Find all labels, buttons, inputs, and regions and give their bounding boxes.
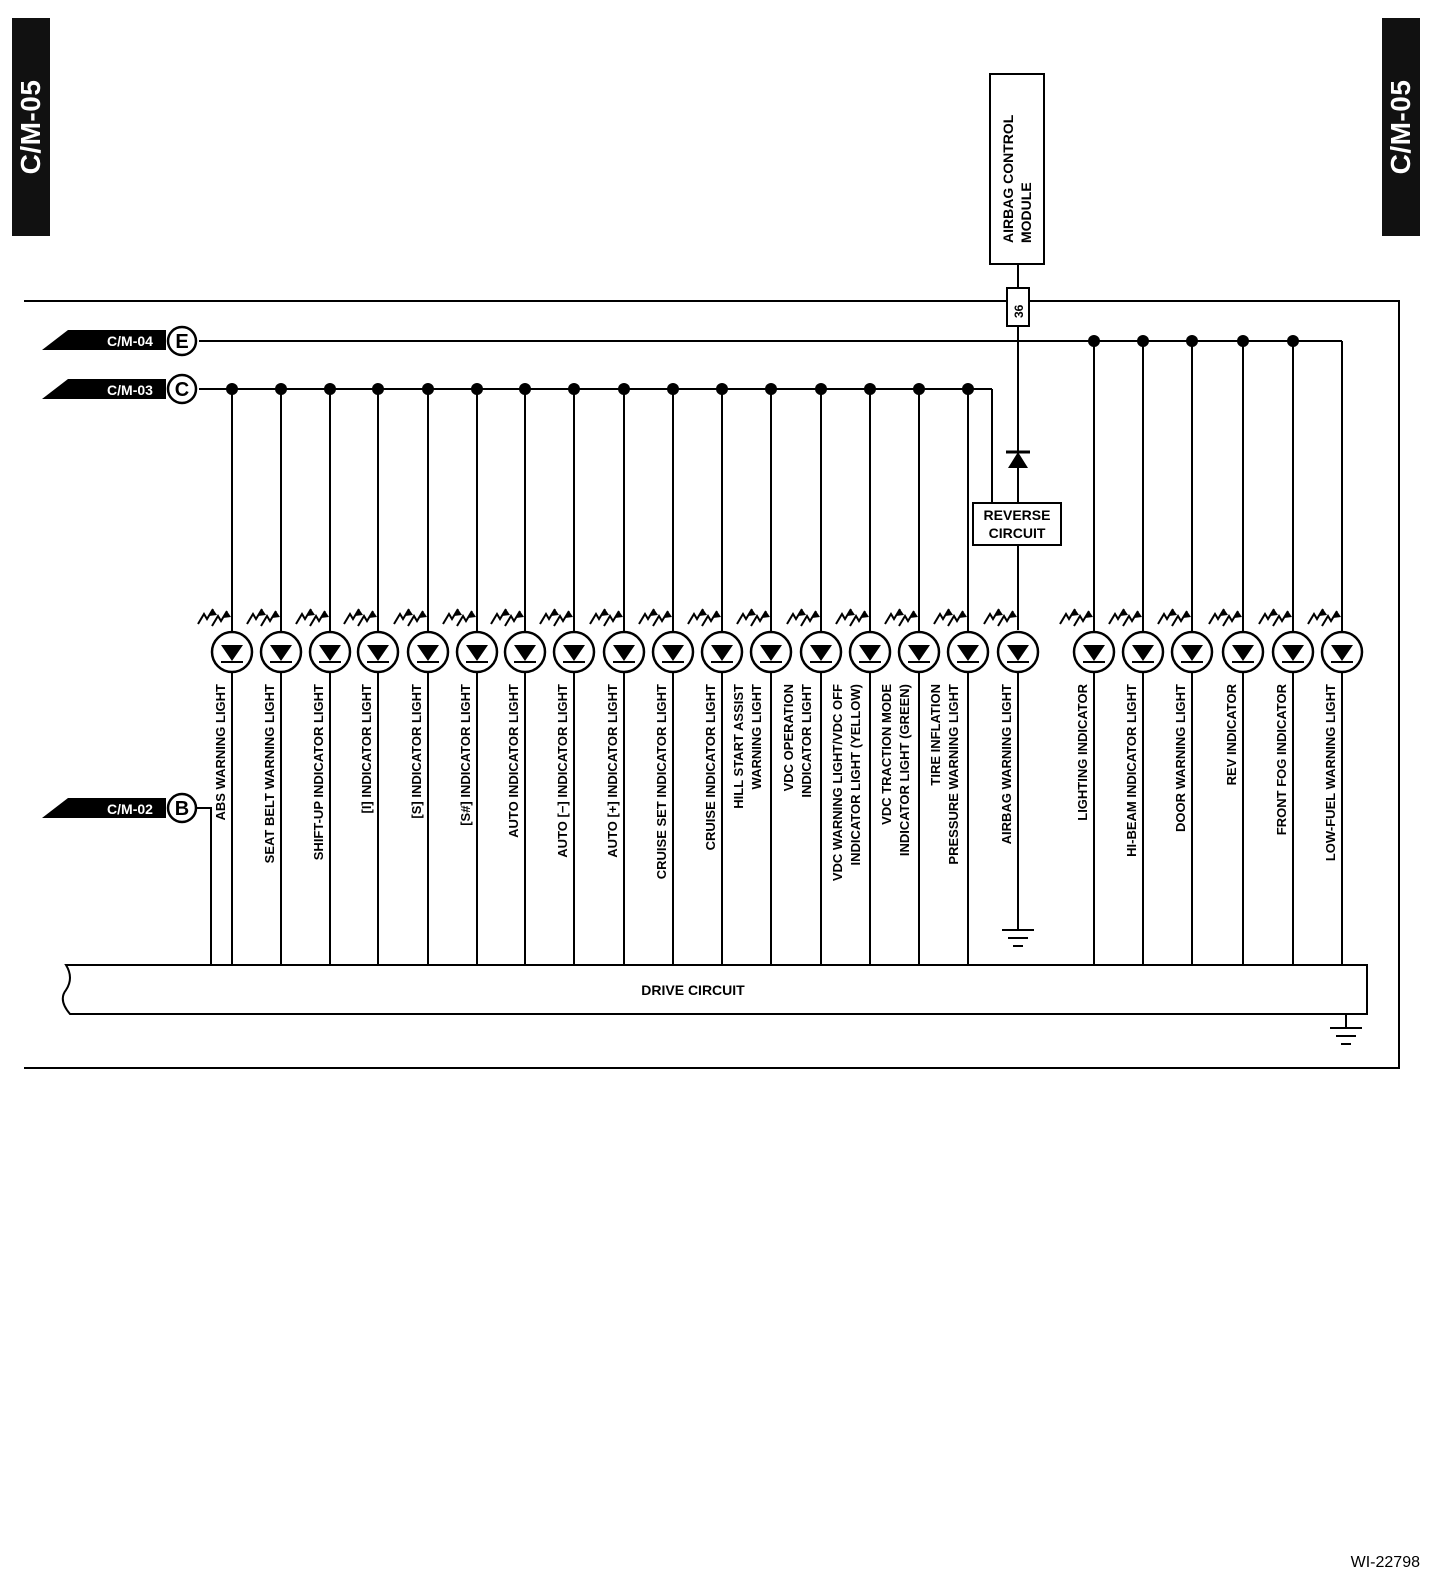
lamp-7-label-line-1: AUTO INDICATOR LIGHT: [506, 684, 521, 838]
connector-e-letter: E: [175, 331, 189, 353]
lamp-18-label-line-1: LIGHTING INDICATOR: [1075, 684, 1090, 821]
figure-id: WI-22798: [1350, 1554, 1420, 1571]
lamp-16-emission-icon: [934, 609, 949, 624]
lamp-5-junction-dot: [422, 383, 434, 395]
connector-b-letter: B: [174, 798, 190, 820]
lamp-11-emission-icon: [688, 609, 703, 624]
lamp-2-junction-dot: [275, 383, 287, 395]
lamp-1-emission-icon: [198, 609, 213, 624]
lamp-15-label-line-1: VDC TRACTION MODE: [879, 684, 894, 825]
lamp-3-emission-icon: [296, 609, 311, 624]
reverse-circuit-label-1: REVERSE: [983, 507, 1051, 523]
lamp-9-junction-dot: [618, 383, 630, 395]
pin-number: 36: [1012, 304, 1026, 318]
lamp-20-label-line-1: DOOR WARNING LIGHT: [1173, 684, 1188, 833]
connector-b-wire: [196, 808, 211, 965]
lamp-2-emission-icon: [247, 609, 262, 624]
lamp-16-label-line-2: PRESSURE WARNING LIGHT: [946, 684, 961, 865]
lamp-12-junction-dot: [765, 383, 777, 395]
lamp-6-junction-dot: [471, 383, 483, 395]
connector-b-ref: C/M-02: [107, 801, 153, 817]
airbag-control-module: [990, 74, 1044, 264]
ground-airbag-icon: [1002, 900, 1034, 946]
lamp-10-emission-icon: [639, 609, 654, 624]
lamp-8-emission-icon: [540, 609, 555, 624]
lamp-23-label-line-1: LOW-FUEL WARNING LIGHT: [1323, 684, 1338, 862]
lamp-13-emission-icon: [787, 609, 802, 624]
lamp-3-junction-dot: [324, 383, 336, 395]
lamp-16-junction-dot: [962, 383, 974, 395]
lamp-19-emission-icon: [1109, 609, 1124, 624]
drive-circuit-label: DRIVE CIRCUIT: [641, 982, 745, 998]
lamp-6-emission-icon: [443, 609, 458, 624]
lamp-1-label-line-1: ABS WARNING LIGHT: [213, 684, 228, 821]
lamp-9-emission-icon: [590, 609, 605, 624]
lamp-17-label-line-1: AIRBAG WARNING LIGHT: [999, 684, 1014, 845]
lamp-14-label-line-2: INDICATOR LIGHT (YELLOW): [848, 684, 863, 866]
lamp-22-emission-icon: [1259, 609, 1274, 624]
lamp-18-emission-icon: [1060, 609, 1075, 624]
lamp-21-junction-dot: [1237, 335, 1249, 347]
ground-drive-icon: [1330, 1014, 1362, 1044]
lamp-14-junction-dot: [864, 383, 876, 395]
diode-icon: [1008, 452, 1028, 468]
lamp-5-emission-icon: [394, 609, 409, 624]
lamp-8-label-line-1: AUTO [−] INDICATOR LIGHT: [555, 684, 570, 858]
lamp-20-emission-icon: [1158, 609, 1173, 624]
reverse-circuit-label-2: CIRCUIT: [988, 525, 1046, 541]
lamp-15-emission-icon: [885, 609, 900, 624]
lamp-22-junction-dot: [1287, 335, 1299, 347]
lamp-23-emission-icon: [1308, 609, 1323, 624]
lamp-11-junction-dot: [716, 383, 728, 395]
lamp-22-label-line-1: FRONT FOG INDICATOR: [1274, 684, 1289, 836]
indicator-lamps: [198, 335, 1362, 965]
lamp-11-label-line-1: CRUISE INDICATOR LIGHT: [703, 684, 718, 851]
lamp-7-emission-icon: [491, 609, 506, 624]
lamp-13-label-line-1: VDC OPERATION: [781, 684, 796, 792]
airbag-module-label-1: AIRBAG CONTROL: [1000, 114, 1016, 243]
lamp-10-junction-dot: [667, 383, 679, 395]
lamp-14-label-line-1: VDC WARNING LIGHT/VDC OFF: [830, 684, 845, 882]
lamp-4-junction-dot: [372, 383, 384, 395]
airbag-module-label-2: MODULE: [1018, 182, 1034, 243]
connector-c-ref: C/M-03: [107, 382, 153, 398]
lamp-10-label-line-1: CRUISE SET INDICATOR LIGHT: [654, 684, 669, 880]
lamp-12-emission-icon: [737, 609, 752, 624]
lamp-8-junction-dot: [568, 383, 580, 395]
lamp-3-label-line-1: SHIFT-UP INDICATOR LIGHT: [311, 684, 326, 861]
lamp-15-label-line-2: INDICATOR LIGHT (GREEN): [897, 684, 912, 857]
lamp-4-emission-icon: [344, 609, 359, 624]
lamp-19-junction-dot: [1137, 335, 1149, 347]
page-tag-right: C/M-05: [1382, 18, 1420, 236]
lamp-18-junction-dot: [1088, 335, 1100, 347]
lamp-12-label-line-2: WARNING LIGHT: [749, 684, 764, 790]
connector-e-ref: C/M-04: [107, 333, 153, 349]
lamp-2-label-line-1: SEAT BELT WARNING LIGHT: [262, 684, 277, 864]
lamp-7-junction-dot: [519, 383, 531, 395]
connector-b: [42, 794, 196, 822]
lamp-4-label-line-1: [I] INDICATOR LIGHT: [359, 684, 374, 814]
lamp-9-label-line-1: AUTO [+] INDICATOR LIGHT: [605, 684, 620, 858]
lamp-13-label-line-2: INDICATOR LIGHT: [799, 684, 814, 798]
lamp-5-label-line-1: [S] INDICATOR LIGHT: [409, 684, 424, 819]
lamp-13-junction-dot: [815, 383, 827, 395]
connector-c: [42, 375, 196, 403]
page-tag-left: C/M-05: [12, 18, 50, 236]
lamp-1-junction-dot: [226, 383, 238, 395]
lamp-21-emission-icon: [1209, 609, 1224, 624]
lamp-12-label-line-1: HILL START ASSIST: [731, 684, 746, 809]
lamp-20-junction-dot: [1186, 335, 1198, 347]
lamp-14-emission-icon: [836, 609, 851, 624]
connector-c-letter: C: [174, 379, 190, 401]
lamp-15-junction-dot: [913, 383, 925, 395]
connector-e: [42, 327, 196, 355]
lamp-16-label-line-1: TIRE INFLATION: [928, 684, 943, 786]
lamp-17-emission-icon: [984, 609, 999, 624]
lamp-6-label-line-1: [S#] INDICATOR LIGHT: [458, 684, 473, 826]
lamp-21-label-line-1: REV INDICATOR: [1224, 684, 1239, 786]
lamp-19-label-line-1: HI-BEAM INDICATOR LIGHT: [1124, 684, 1139, 857]
